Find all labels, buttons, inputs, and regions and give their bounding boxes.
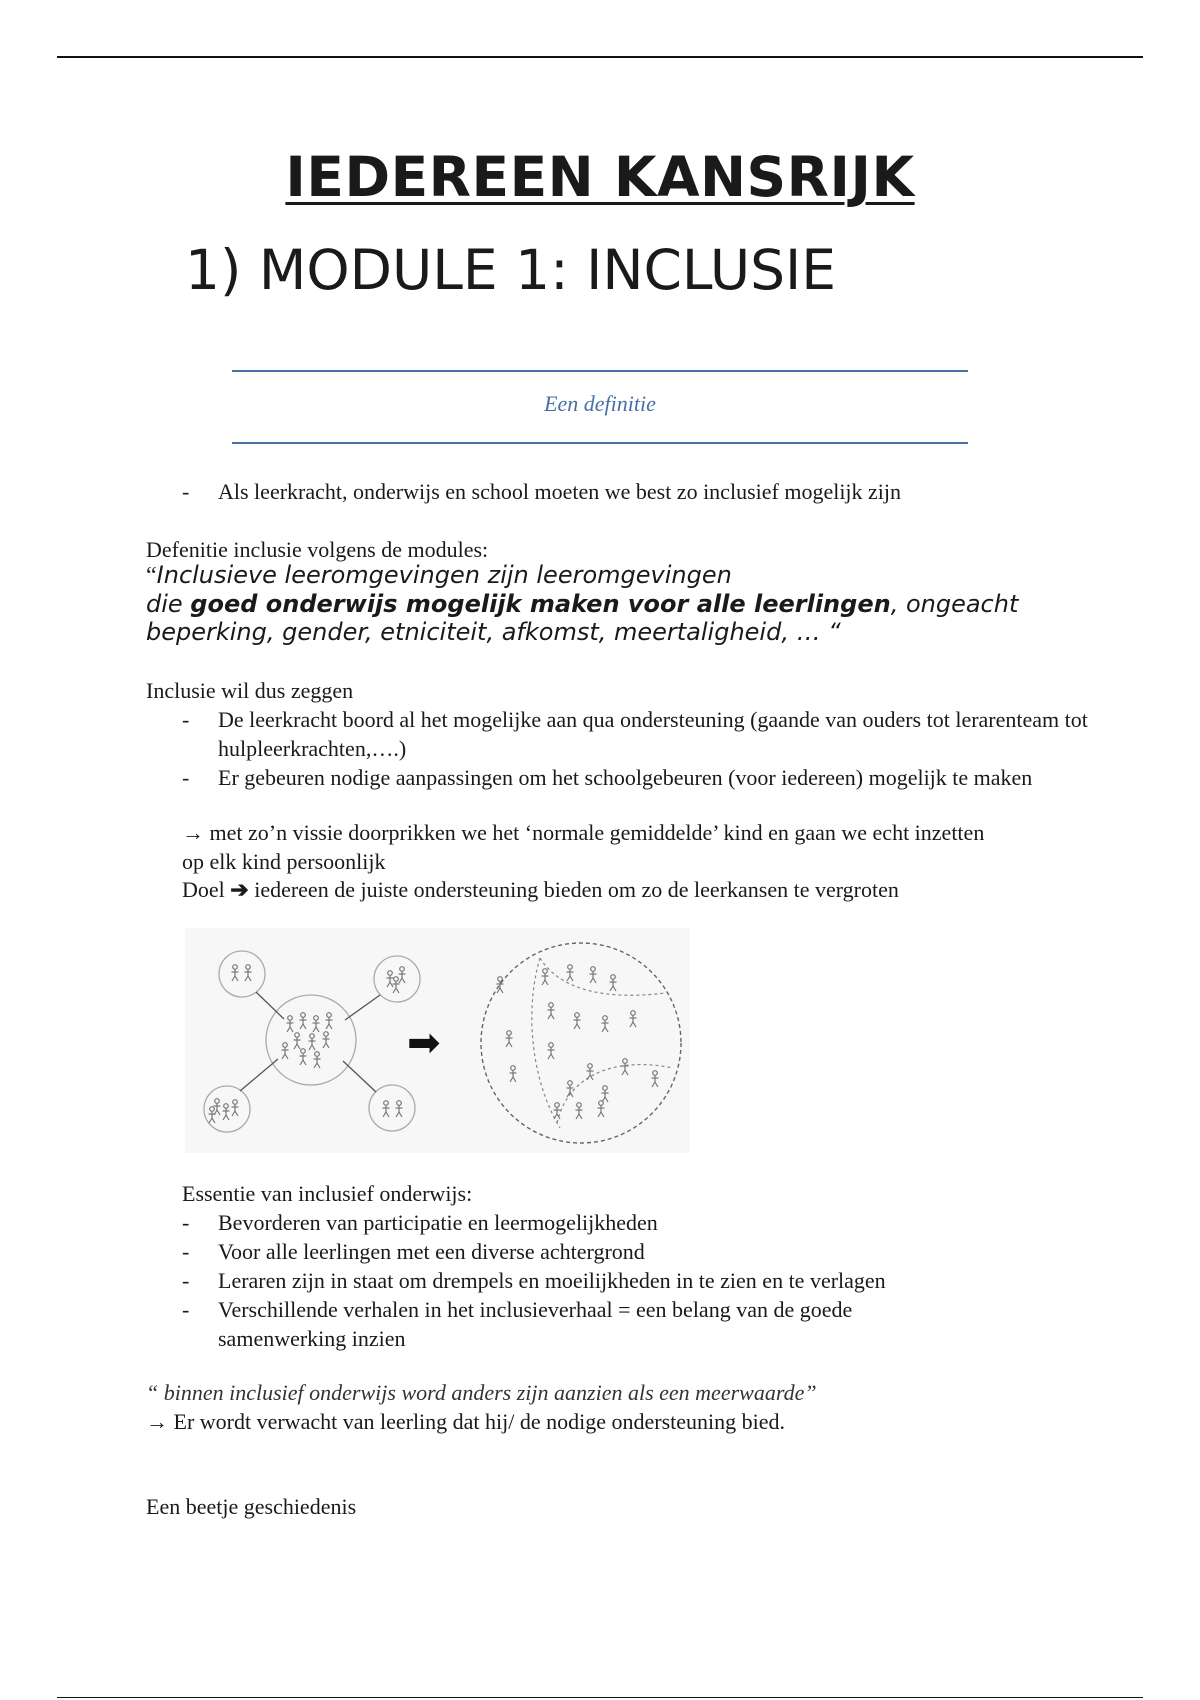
essentie-bullet-text: Bevorderen van participatie en leermogelijkheden xyxy=(218,1210,658,1235)
essentie-bullet xyxy=(182,1237,1082,1266)
next-section-heading: Een beetje geschiedenis xyxy=(146,1494,357,1519)
inclusion-diagram xyxy=(185,928,690,1153)
intro-bullet-text: Als leerkracht, onderwijs en school moeten we best zo inclusief mogelijk zijn xyxy=(218,479,902,504)
essentie-bullet-text: Leraren zijn in staat om drempels en moeilijkheden in te zien en te verlagen xyxy=(218,1268,886,1293)
goal-label: Doel xyxy=(182,877,225,902)
module-heading: 1) MODULE 1: INCLUSIE xyxy=(185,238,836,302)
inclusie-bullet-text: Er gebeuren nodige aanpassingen om het schoolgebeuren (voor iedereen) mogelijk te maken xyxy=(218,765,1033,790)
definition-line-2 xyxy=(146,590,1066,618)
definition-line-3: beperking, gender, etniciteit, afkomst, meertaligheid, … “ xyxy=(146,618,841,646)
definition-lead: Defenitie inclusie volgens de modules: xyxy=(146,537,489,562)
bullet-dash: - xyxy=(182,765,190,790)
open-quote: “ xyxy=(146,563,157,589)
essentie-bullet xyxy=(182,1208,1082,1237)
essentie-bullet xyxy=(182,1295,1082,1353)
essentie-bullet-text: Voor alle leerlingen met een diverse achtergrond xyxy=(218,1239,645,1264)
essentie-bullet xyxy=(182,1266,1082,1295)
definition-line-1 xyxy=(146,561,1066,590)
inclusion-model xyxy=(481,943,681,1143)
closing-arrow-note: → Er wordt verwacht van leerling dat hij/ de nodige ondersteuning bied. xyxy=(146,1409,786,1434)
bullet-dash: - xyxy=(182,479,190,504)
bullet-dash: - xyxy=(182,1297,190,1322)
definition-quote xyxy=(146,561,1066,646)
goal-arrow-icon: ➔ xyxy=(230,877,249,902)
bullet-dash: - xyxy=(182,707,190,732)
inclusie-arrow-note: → met zo’n vissie doorprikken we het ‘normale gemiddelde’ kind en gaan we echt inzetten op elk kind persoonlijk xyxy=(182,820,985,874)
goal-text: iedereen de juiste ondersteuning bieden om zo de leerkansen te vergroten xyxy=(254,877,899,902)
bullet-dash: - xyxy=(182,1210,190,1235)
section-label: Een definitie xyxy=(544,391,656,416)
bottom-rule xyxy=(57,1697,1143,1698)
inclusie-bullet xyxy=(182,763,1082,821)
section-divider-box xyxy=(232,370,968,444)
bullet-dash: - xyxy=(182,1239,190,1264)
essentie-bullet-text: Verschillende verhalen in het inclusieverhaal = een belang van de goede samenwerking inzien xyxy=(218,1297,853,1351)
definition-emphasis: goed onderwijs mogelijk maken voor alle leerlingen xyxy=(190,590,891,618)
inclusion-diagram-svg xyxy=(185,928,690,1153)
top-rule xyxy=(57,56,1143,58)
inclusie-goal xyxy=(182,875,1082,904)
document-title: IEDEREEN KANSRIJK xyxy=(285,145,915,209)
transition-arrow-icon: ➡ xyxy=(407,1020,441,1066)
segregation-model xyxy=(204,951,420,1132)
definition-part2-pre: die xyxy=(146,590,191,618)
definition-part2-post: , ongeacht xyxy=(890,590,1019,618)
definition-part1: Inclusieve leeromgevingen zijn leeromgevingen xyxy=(156,561,732,589)
bullet-dash: - xyxy=(182,1268,190,1293)
inclusie-lead: Inclusie wil dus zeggen xyxy=(146,678,354,703)
essentie-lead: Essentie van inclusief onderwijs: xyxy=(182,1181,473,1206)
inclusie-bullet xyxy=(182,705,1088,763)
closing-quote: “ binnen inclusief onderwijs word anders zijn aanzien als een meerwaarde” xyxy=(146,1380,817,1405)
inclusie-bullet-text: De leerkracht boord al het mogelijke aan qua ondersteuning (gaande van ouders tot lerarenteam tot hulpleerkrachten,….) xyxy=(218,707,1088,761)
